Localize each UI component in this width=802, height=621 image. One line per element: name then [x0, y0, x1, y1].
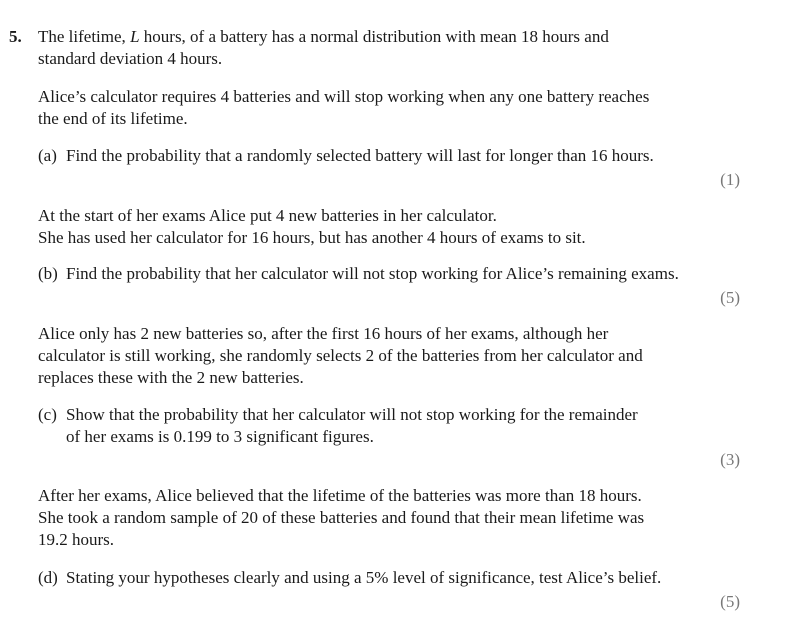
info-b-line-2: She has used her calculator for 16 hours, but has another 4 hours of exams to sit. [38, 228, 586, 247]
part-c-text-2: of her exams is 0.199 to 3 significant figures. [66, 427, 374, 446]
info-c-line-2: calculator is still working, she randomly selects 2 of the batteries from her calculator and [38, 346, 643, 365]
part-c-marks: ( 3 ) [720, 449, 740, 471]
context-line-1: Alice’s calculator requires 4 batteries and will stop working when any one battery reaches [38, 87, 650, 106]
info-d-line-1: After her exams, Alice believed that the lifetime of the batteries was more than 18 hours. [38, 486, 642, 505]
info-c-line-1: Alice only has 2 new batteries so, after the first 16 hours of her exams, although her [38, 324, 609, 343]
info-d-line-2: She took a random sample of 20 of these batteries and found that their mean lifetime was [38, 508, 645, 527]
part-b-text: Find the probability that her calculator will not stop working for Alice’s remaining exams. [66, 264, 679, 283]
question-intro [38, 26, 778, 70]
part-d [38, 567, 778, 589]
part-c-info [38, 323, 778, 389]
part-b [38, 263, 778, 285]
part-d-label: (d) [38, 568, 58, 587]
part-b-marks: ( 5 ) [720, 287, 740, 309]
info-b-line-1: At the start of her exams Alice put 4 new batteries in her calculator. [38, 206, 497, 225]
info-d-line-3: 19.2 hours. [38, 530, 115, 549]
part-a [38, 145, 758, 167]
part-c-label: (c) [38, 405, 57, 424]
context-line-2: the end of its lifetime. [38, 109, 188, 128]
part-d-text: Stating your hypotheses clearly and using a 5% level of significance, test Alice’s belief. [66, 568, 662, 587]
intro-line-2: standard deviation 4 hours. [38, 49, 223, 68]
question-context [38, 86, 778, 130]
part-c-text-1: Show that the probability that her calculator will not stop working for the remainder [66, 405, 638, 424]
part-b-info [38, 205, 778, 249]
intro-line-1: The lifetime, L hours, of a battery has a normal distribution with mean 18 hours and [38, 27, 609, 46]
part-a-label: (a) [38, 146, 57, 165]
info-c-line-3: replaces these with the 2 new batteries. [38, 368, 304, 387]
part-d-info [38, 485, 778, 551]
question-number: 5. [9, 27, 22, 46]
part-d-marks: ( 5 ) [720, 591, 740, 613]
part-a-marks: ( 1 ) [720, 169, 740, 191]
part-a-text: Find the probability that a randomly selected battery will last for longer than 16 hours. [66, 146, 654, 165]
part-c [38, 404, 758, 448]
part-b-label: (b) [38, 264, 58, 283]
